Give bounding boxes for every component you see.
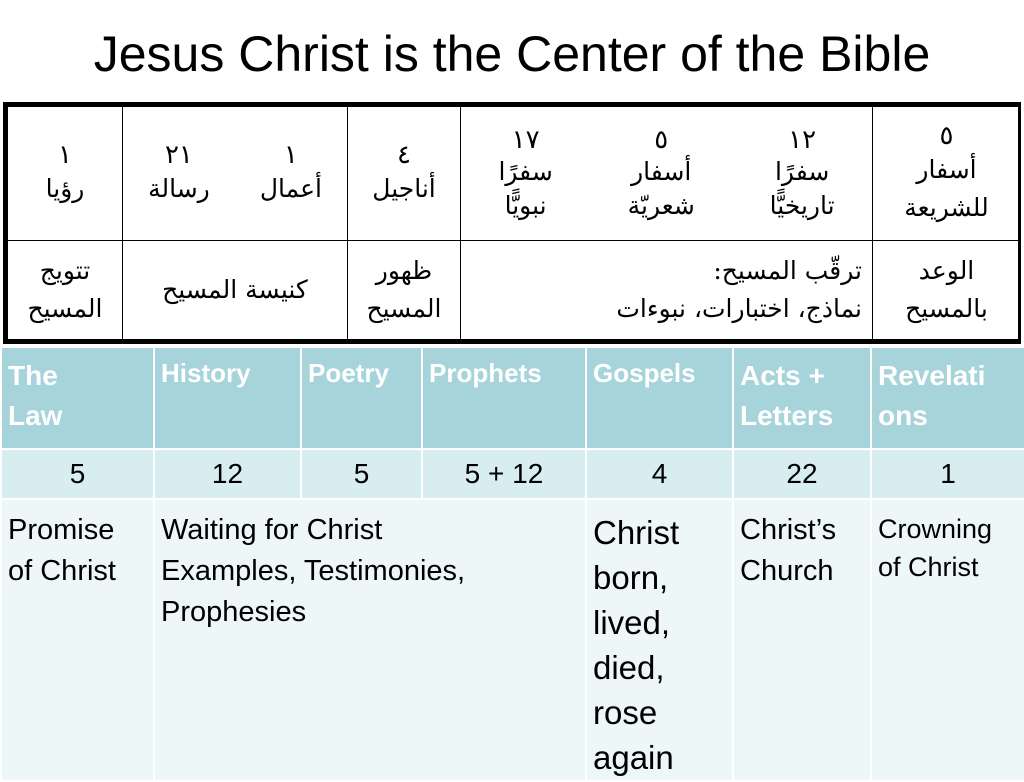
count-revelations: 1	[871, 449, 1024, 499]
header-gospels: Gospels	[586, 347, 733, 449]
page-title: Jesus Christ is the Center of the Bible	[93, 26, 931, 82]
ar-label: شعريّة	[627, 190, 695, 220]
desc-church	[733, 499, 871, 781]
desc-text: Waiting for Christ	[161, 514, 383, 546]
header-text: Letters	[740, 400, 834, 431]
ar-text: كنيسة المسيح	[162, 275, 308, 304]
count-history: 12	[154, 449, 301, 499]
ar-text: المسيح	[366, 294, 442, 323]
count-acts-letters: 22	[733, 449, 871, 499]
desc-text: lived,	[593, 604, 671, 641]
ar-label: أسفار	[916, 154, 977, 184]
arabic-table-grid	[7, 106, 1021, 340]
ar-num: ١٢	[788, 124, 817, 155]
ar-cell-acts-letters	[123, 107, 348, 241]
ar-cell-revelation	[8, 107, 123, 241]
ar-text: بالمسيح	[905, 294, 988, 323]
ar-text: ظهور	[375, 256, 433, 285]
desc-born	[586, 499, 733, 781]
header-acts-letters	[733, 347, 871, 449]
ar-label: أناجيل	[372, 173, 436, 203]
ar-label: تاريخيًّا	[769, 190, 835, 220]
ar-num: ٥	[939, 120, 954, 151]
description-row	[1, 499, 1024, 781]
desc-text: Examples, Testimonies,	[161, 555, 466, 587]
ar-num: ٤	[397, 139, 411, 170]
ar-label: أعمال	[259, 173, 322, 203]
header-revelations	[871, 347, 1024, 449]
desc-text: born,	[593, 559, 669, 596]
header-text: Acts +	[740, 360, 825, 391]
header-text: The	[8, 360, 58, 391]
desc-text: of Christ	[8, 555, 116, 587]
ar-label: رسالة	[148, 173, 210, 203]
ar-text: تتويج	[39, 256, 91, 285]
desc-text: Christ	[593, 514, 680, 551]
header-poetry: Poetry	[301, 347, 422, 449]
ar-text: المسيح	[27, 294, 103, 323]
header-text: Law	[8, 400, 63, 431]
desc-waiting	[154, 499, 586, 781]
ar-label: للشريعة	[904, 192, 989, 222]
header-row	[1, 347, 1024, 449]
ar-cell-history-poetry-prophets	[461, 107, 873, 241]
ar-label: سفرًا	[774, 156, 830, 186]
ar-text: الوعد	[918, 256, 975, 285]
ar-text: نماذج، اختبارات، نبوءات	[616, 294, 862, 323]
desc-text: again	[593, 739, 674, 776]
desc-text: Crowning	[878, 514, 993, 544]
arabic-table	[3, 102, 1021, 344]
desc-text: Promise	[8, 514, 115, 546]
ar-cell-gospels	[348, 107, 461, 241]
desc-promise	[1, 499, 154, 781]
desc-text: rose	[593, 694, 658, 731]
desc-crowning	[871, 499, 1024, 781]
desc-text: Christ’s	[740, 514, 837, 546]
ar-num: ٢١	[164, 139, 193, 170]
ar-cell-waiting	[461, 241, 873, 340]
ar-num: ١	[58, 139, 72, 170]
ar-cell-promise	[873, 241, 1021, 340]
header-text: ons	[878, 400, 928, 431]
header-prophets: Prophets	[422, 347, 586, 449]
ar-label: رؤيا	[45, 173, 85, 203]
ar-cell-law	[873, 107, 1021, 241]
english-table-grid	[0, 346, 1024, 782]
count-prophets: 5 + 12	[422, 449, 586, 499]
ar-text: ترقّب المسيح:	[713, 256, 862, 285]
count-poetry: 5	[301, 449, 422, 499]
ar-cell-appearance	[348, 241, 461, 340]
desc-text: Church	[740, 555, 834, 587]
ar-label: أسفار	[631, 156, 692, 186]
ar-cell-church	[123, 241, 348, 340]
header-law	[1, 347, 154, 449]
desc-text: Prophesies	[161, 596, 307, 628]
english-table	[0, 346, 1024, 776]
count-gospels: 4	[586, 449, 733, 499]
desc-text: of Christ	[878, 552, 979, 582]
count-law: 5	[1, 449, 154, 499]
count-row	[1, 449, 1024, 499]
header-history: History	[154, 347, 301, 449]
ar-label: نبويًّا	[504, 190, 547, 220]
ar-num: ١	[283, 139, 298, 170]
ar-num: ١٧	[511, 124, 540, 155]
ar-label: سفرًا	[498, 156, 553, 186]
ar-num: ٥	[654, 124, 669, 155]
header-text: Revelati	[878, 360, 986, 391]
ar-cell-crowning	[8, 241, 123, 340]
desc-text: died,	[593, 649, 665, 686]
